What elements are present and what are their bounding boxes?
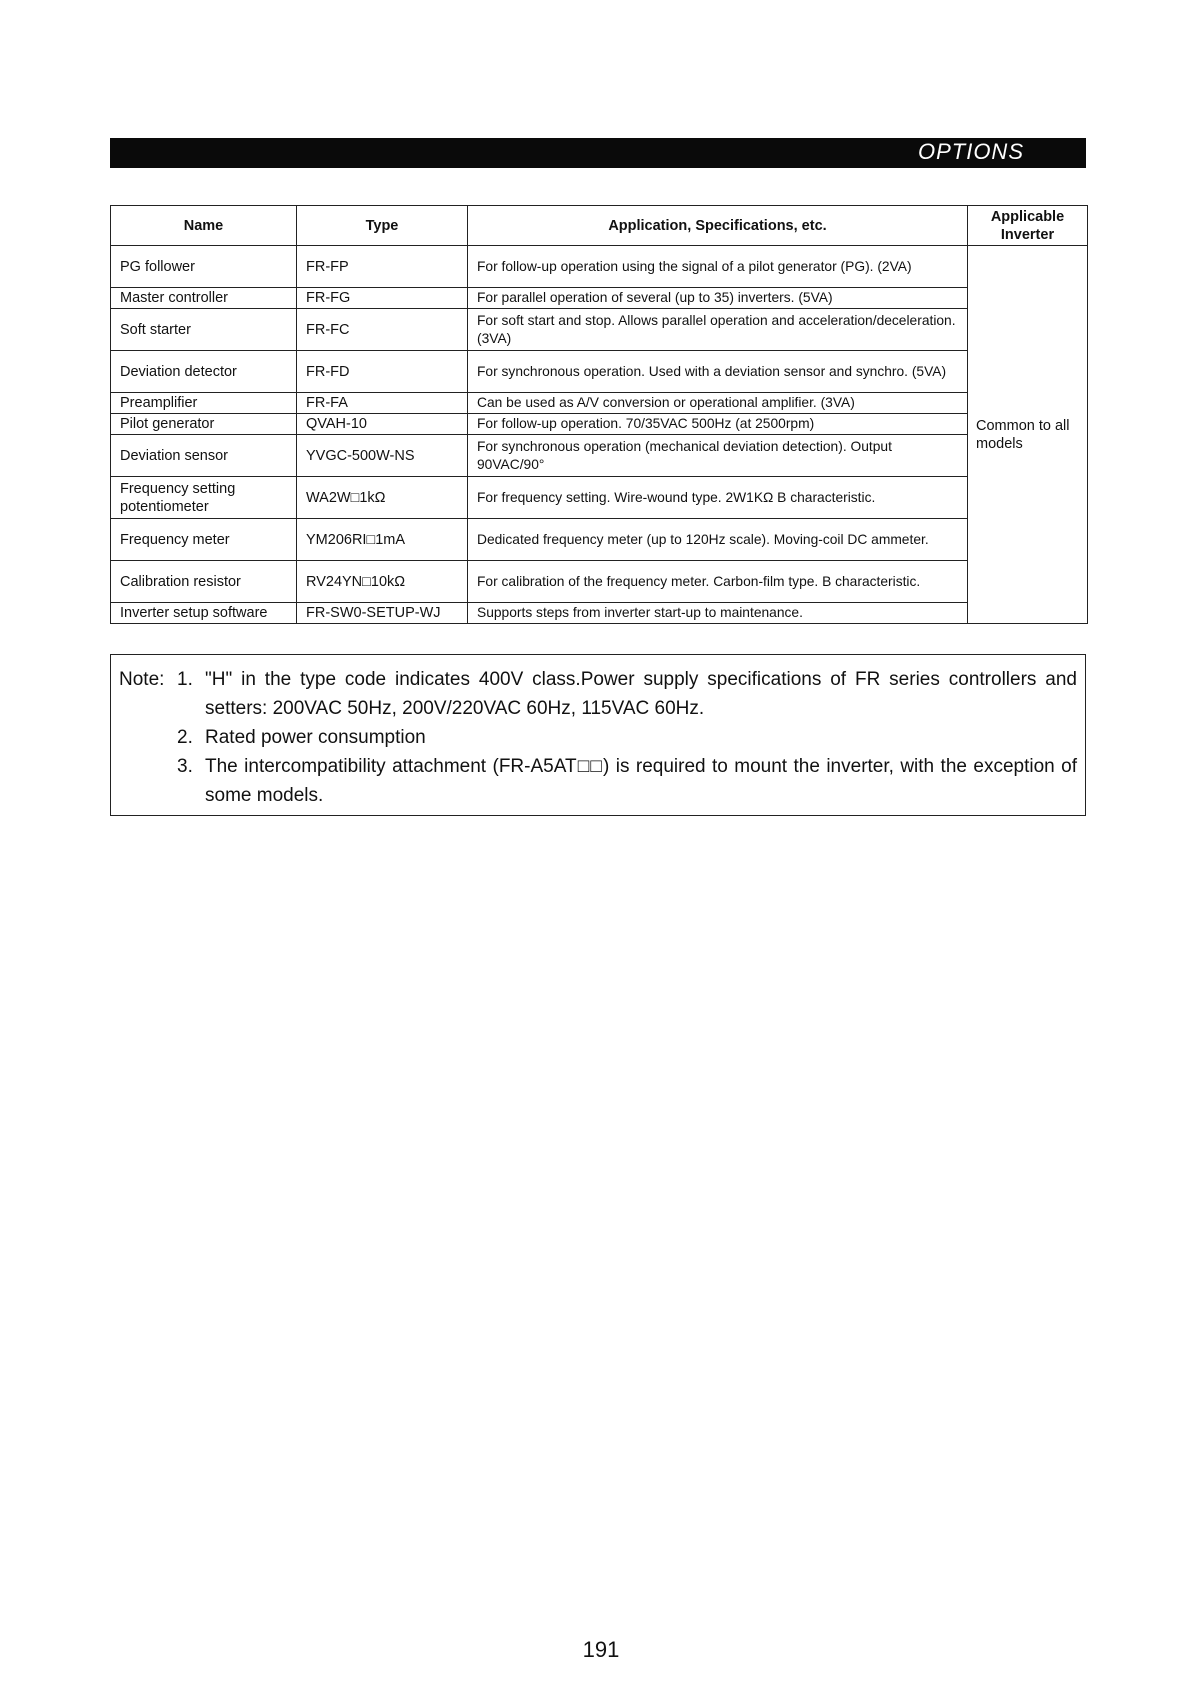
option-application: For calibration of the frequency meter. Carbon-film type. B characteristic. <box>468 561 968 603</box>
option-type: FR-FA <box>297 393 468 414</box>
option-name: Pilot generator <box>111 414 297 435</box>
option-name: Soft starter <box>111 309 297 351</box>
option-name: Inverter setup software <box>111 603 297 624</box>
note-number: 1. <box>177 669 193 690</box>
note-label: Note: <box>119 669 165 690</box>
table-row <box>111 309 1088 351</box>
table-row <box>111 603 1088 624</box>
option-name: PG follower <box>111 246 297 288</box>
option-type: FR-SW0-SETUP-WJ <box>297 603 468 624</box>
table-row <box>111 477 1088 519</box>
option-type: FR-FC <box>297 309 468 351</box>
option-name: Frequency meter <box>111 519 297 561</box>
option-type: FR-FD <box>297 351 468 393</box>
table-row <box>111 435 1088 477</box>
option-type: WA2W□1kΩ <box>297 477 468 519</box>
table-header-row <box>111 206 1088 246</box>
note-text: Rated power consumption <box>205 727 426 748</box>
page-number: 191 <box>582 1637 620 1662</box>
option-application: Dedicated frequency meter (up to 120Hz scale). Moving-coil DC ammeter. <box>468 519 968 561</box>
option-type: YVGC-500W-NS <box>297 435 468 477</box>
note-number: 2. <box>177 727 193 748</box>
option-type: QVAH-10 <box>297 414 468 435</box>
table-row <box>111 351 1088 393</box>
option-name: Preamplifier <box>111 393 297 414</box>
section-banner <box>110 138 1086 168</box>
header-type: Type <box>297 206 468 246</box>
option-type: YM206RI□1mA <box>297 519 468 561</box>
option-application: For frequency setting. Wire-wound type. 2W1KΩ B characteristic. <box>468 477 968 519</box>
table-row <box>111 393 1088 414</box>
table-row <box>111 561 1088 603</box>
option-application: For synchronous operation (mechanical deviation detection). Output 90VAC/90° <box>468 435 968 477</box>
option-type: RV24YN□10kΩ <box>297 561 468 603</box>
applicable-inverter: Common to all models <box>968 246 1088 624</box>
table-row <box>111 519 1088 561</box>
option-application: For soft start and stop. Allows parallel operation and acceleration/deceleration. (3VA) <box>468 309 968 351</box>
header-name: Name <box>111 206 297 246</box>
header-application: Application, Specifications, etc. <box>468 206 968 246</box>
table-row <box>111 288 1088 309</box>
option-type: FR-FP <box>297 246 468 288</box>
option-name: Deviation sensor <box>111 435 297 477</box>
section-title: OPTIONS <box>917 139 1024 164</box>
option-name: Master controller <box>111 288 297 309</box>
option-name: Frequency setting potentiometer <box>111 477 297 519</box>
table-row <box>111 246 1088 288</box>
note-number: 3. <box>177 756 193 777</box>
notes-box <box>110 654 1086 816</box>
option-application: For synchronous operation. Used with a deviation sensor and synchro. (5VA) <box>468 351 968 393</box>
option-type: FR-FG <box>297 288 468 309</box>
table-row <box>111 414 1088 435</box>
option-application: Can be used as A/V conversion or operational amplifier. (3VA) <box>468 393 968 414</box>
note-text: "H" in the type code indicates 400V class.Power supply specifications of FR series controllers and setters: 200VAC 50Hz, 200V/220VAC 60Hz, 115VAC 60Hz. <box>205 669 1077 719</box>
option-application: Supports steps from inverter start-up to maintenance. <box>468 603 968 624</box>
option-application: For follow-up operation. 70/35VAC 500Hz (at 2500rpm) <box>468 414 968 435</box>
option-name: Deviation detector <box>111 351 297 393</box>
option-name: Calibration resistor <box>111 561 297 603</box>
options-table <box>110 205 1088 624</box>
option-application: For parallel operation of several (up to 35) inverters. (5VA) <box>468 288 968 309</box>
header-applicable-inverter: Applicable Inverter <box>968 206 1088 246</box>
note-text: The intercompatibility attachment (FR-A5AT□□) is required to mount the inverter, with the exception of some models. <box>205 756 1077 806</box>
option-application: For follow-up operation using the signal of a pilot generator (PG). (2VA) <box>468 246 968 288</box>
